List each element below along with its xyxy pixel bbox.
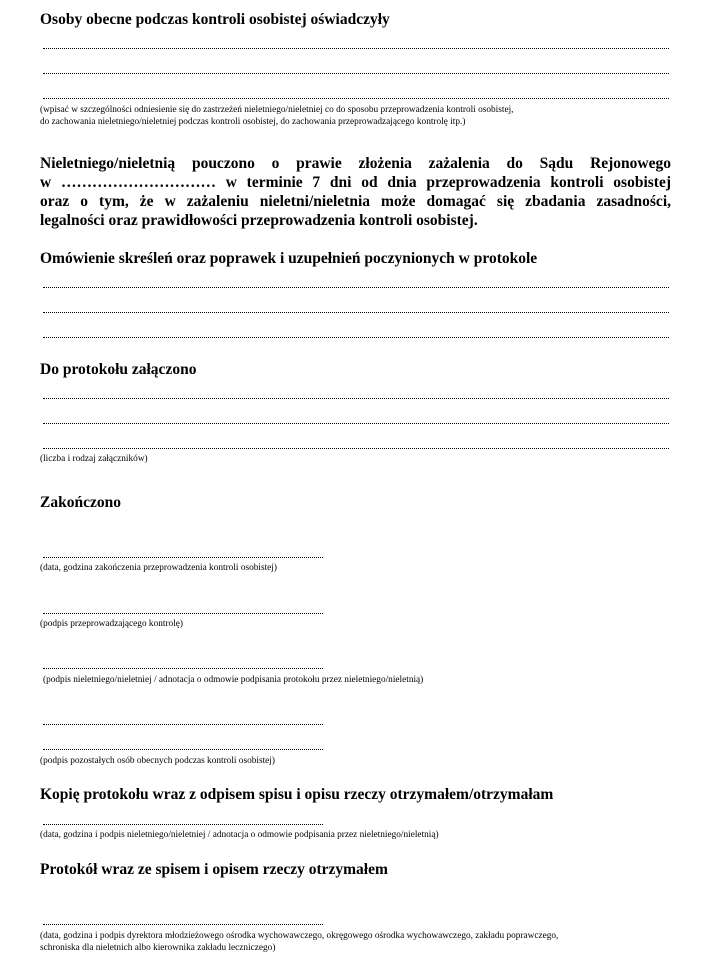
fill-line-attachments-3[interactable] [43,448,669,449]
fill-line-director-signature[interactable] [43,924,323,925]
heading-completed: Zakończono [40,494,121,511]
fill-line-attendees-3[interactable] [43,98,669,99]
appeal-instruction-line: legalności oraz prawidłowości przeprowadzenia kontroli osobistej. [40,212,478,229]
caption-attachments: (liczba i rodzaj załączników) [40,454,148,464]
appeal-instruction-line: Nieletniego/nieletnią pouczono o prawie złożenia zażalenia do Sądu Rejonowego [40,155,671,172]
heading-corrections: Omówienie skreśleń oraz poprawek i uzupełnień poczynionych w protokole [40,250,538,267]
fill-line-minor-signature[interactable] [43,668,323,669]
caption-completion-date: (data, godzina zakończenia przeprowadzenia kontroli osobistej) [40,563,277,573]
fill-line-corrections-1[interactable] [43,287,669,288]
fill-line-completion-date[interactable] [43,557,323,558]
heading-attachments: Do protokołu załączono [40,361,197,378]
caption-controller-signature: (podpis przeprowadzającego kontrolę) [40,619,184,629]
fill-line-others-signature-2[interactable] [43,749,323,750]
fill-line-attendees-2[interactable] [43,73,669,74]
fill-line-attachments-1[interactable] [43,398,669,399]
heading-copy-received: Kopię protokołu wraz z odpisem spisu i opisu rzeczy otrzymałem/otrzymałam [40,786,554,803]
caption-attendees-2: do zachowania nieletniego/nieletniej podczas kontroli osobistej, do zachowania przeprowadzającego kontrolę itp.) [40,117,466,127]
caption-attendees-1: (wpisać w szczególności odniesienie się do zastrzeżeń nieletniego/nieletniej co do sposobu przeprowadzenia kontroli osobistej, [40,105,514,115]
fill-line-corrections-2[interactable] [43,312,669,313]
caption-copy-received: (data, godzina i podpis nieletniego/nieletniej / adnotacja o odmowie podpisania przez nieletniego/nieletnią) [40,830,439,840]
fill-line-copy-received[interactable] [43,824,323,825]
fill-line-corrections-3[interactable] [43,337,669,338]
appeal-instruction-paragraph [40,154,671,230]
fill-line-attendees-1[interactable] [43,48,669,49]
fill-line-others-signature-1[interactable] [43,724,323,725]
caption-director-signature-2: schroniska dla nieletnich albo kierownika zakładu leczniczego) [40,943,276,953]
heading-attendees-statement: Osoby obecne podczas kontroli osobistej oświadczyły [40,11,390,28]
caption-others-signature: (podpis pozostałych osób obecnych podczas kontroli osobistej) [40,756,275,766]
caption-director-signature-1: (data, godzina i podpis dyrektora młodzieżowego ośrodka wychowawczego, okręgowego ośrodka wychowawczego, zakładu poprawczego, [40,931,559,941]
fill-line-controller-signature[interactable] [43,613,323,614]
appeal-instruction-line: w ………………………… w terminie 7 dni od dnia przeprowadzenia kontroli osobistej [40,174,671,191]
caption-minor-signature: (podpis nieletniego/nieletniej / adnotacja o odmowie podpisania protokołu przez nieletniego/nieletnią) [43,675,424,685]
fill-line-attachments-2[interactable] [43,423,669,424]
heading-protocol-received: Protokół wraz ze spisem i opisem rzeczy otrzymałem [40,861,388,878]
appeal-instruction-line: oraz o tym, że w zażaleniu nieletni/nieletnia może domagać się zbadania zasadności, [40,193,671,210]
